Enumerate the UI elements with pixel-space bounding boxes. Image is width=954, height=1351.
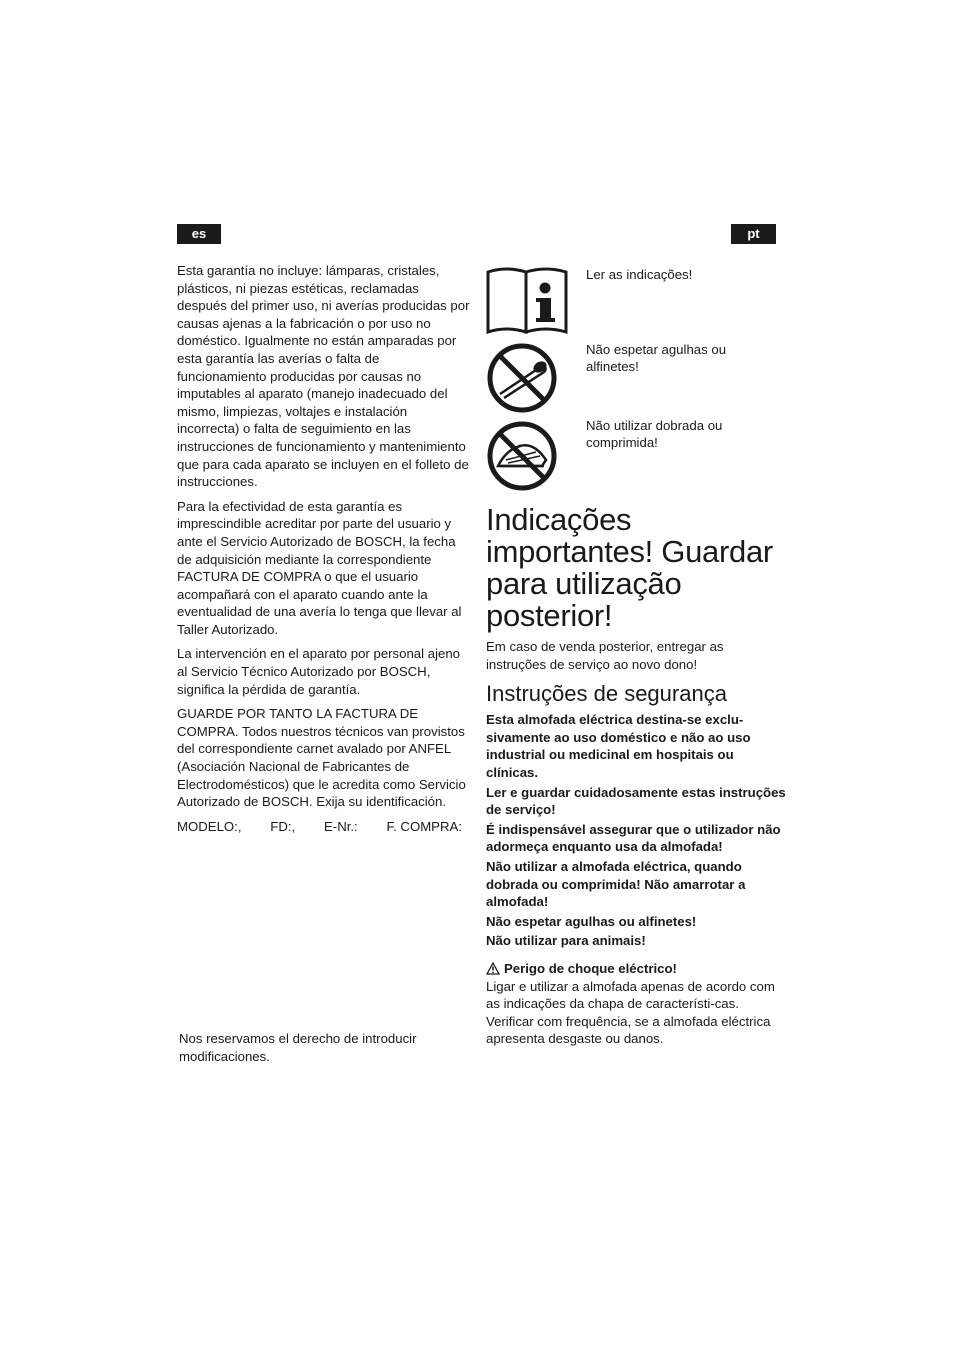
safety-heading: Instruções de segurança xyxy=(486,681,727,707)
purchase-fields-row xyxy=(177,818,462,836)
safety-item: Esta almofada eléctrica destina-se exclu-sivamente ao uso doméstico e não ao uso industrial ou medicinal em hospitais ou clínicas. xyxy=(486,712,751,780)
warning-triangle-icon xyxy=(486,962,500,975)
field-enr: E-Nr.: xyxy=(324,818,358,834)
warning-title: Perigo de choque eléctrico! xyxy=(504,960,677,976)
read-instructions-label: Ler as indicações! xyxy=(586,267,693,282)
safety-item: Não utilizar para animais! xyxy=(486,933,646,949)
no-folding-label: Não utilizar dobrada ou comprimida! xyxy=(586,418,723,450)
no-needles-icon xyxy=(486,342,558,414)
language-tab-es: es xyxy=(177,224,221,244)
safety-item: Ler e guardar cuidadosamente estas instruções de serviço! xyxy=(486,784,786,818)
field-fd: FD:, xyxy=(270,818,296,834)
es-paragraph: La intervención en el aparato por personal ajeno al Servicio Técnico Autorizado por BOSCH, significa la pérdida de garantía. xyxy=(177,646,460,697)
es-paragraph: Para la efectividad de esta garantía es imprescindible acreditar por parte del usuario y ante el Servicio Autorizado de BOSCH, la fecha de adquisición mediante la correspondiente FACTURA DE COMPRA o que el usuario acompañará con el aparato cuando ante la eventualidad de una avería lo tenga que llevar al Taller Autorizado. xyxy=(177,498,462,637)
warning-text: Verificar com frequência, se a almofada eléctrica apresenta desgaste ou danos. xyxy=(486,1013,771,1047)
no-folding-icon xyxy=(486,420,558,492)
language-tab-pt: pt xyxy=(731,224,776,244)
warning-heading xyxy=(486,960,786,978)
page-title: Indicações importantes! Guardar para utilização posterior! xyxy=(486,502,773,633)
field-modelo: MODELO:, xyxy=(177,818,242,834)
safety-item: Não espetar agulhas ou alfinetes! xyxy=(486,913,697,929)
pt-intro: Em caso de venda posterior, entregar as instruções de serviço ao novo dono! xyxy=(486,639,724,672)
read-instructions-icon xyxy=(486,266,568,336)
safety-list xyxy=(486,711,786,950)
es-paragraph: GUARDE POR TANTO LA FACTURA DE COMPRA. Todos nuestros técnicos van provistos del correspondiente carnet avalado por ANFEL (Asociación Nacional de Fabricantes de Electrodomésticos) que le acredita como Servicio Autorizado de BOSCH. Exija su identificación. xyxy=(177,706,466,810)
warning-text: Ligar e utilizar a almofada apenas de acordo com as indicações da chapa de característi-cas. xyxy=(486,978,775,1012)
safety-item: Não utilizar a almofada eléctrica, quando dobrada ou comprimida! Não amarrotar a almofada! xyxy=(486,858,746,910)
portuguese-column xyxy=(486,504,786,1048)
field-f-compra: F. COMPRA: xyxy=(386,818,462,834)
es-paragraph: Esta garantía no incluye: lámparas, cristales, plásticos, ni piezas estéticas, reclamadas después del primer uso, ni averías producidas por causas ajenas a la fabricación o por uso no doméstico. Igualmente no están amparadas por esta garantía las averías o falta de funcionamiento producidas por causas no imputables al aparato (manejo inadecuado del mismo, limpiezas, voltajes e instalación incorrecta) o falta de seguimiento en las instrucciones de funcionamiento y mantenimiento que para cada aparato se incluyen en el folleto de instrucciones. xyxy=(177,263,470,490)
es-footer-note: Nos reservamos el derecho de introducir modificaciones. xyxy=(179,1031,417,1064)
no-needles-label: Não espetar agulhas ou alfinetes! xyxy=(586,342,727,374)
safety-item: É indispensável assegurar que o utilizador não adormeça enquanto usa da almofada! xyxy=(486,821,781,855)
spanish-column xyxy=(177,262,472,835)
